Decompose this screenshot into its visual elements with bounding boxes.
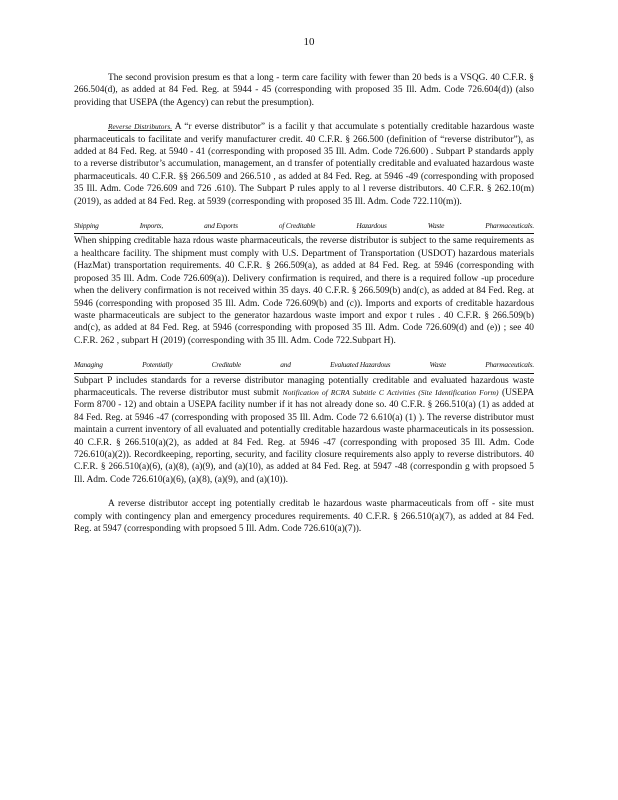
paragraph-contingency-plan: A reverse distributor accept ing potentially creditab le hazardous waste pharmaceuticals from off - site must comply with contingency plan and emergency procedures requirements. 40 C.F.R. § 266.510(a)(7), as added at 84 Fed. Reg. at 5947 (corresponding with propsoed 5 Ill. Adm. Code 726.610(a)(7)). xyxy=(74,499,534,534)
page-number: 10 xyxy=(303,36,315,48)
paragraph-managing-text-b: (USEPA Form 8700 - 12) and obtain a USEPA facility number if it has not already done so. 40 C.F.R. § 266.510(a) (1) as added at 84 Fed. Reg. at 5946 -47 (corresponding with proposed 35 Ill. Adm. Code 72 6.610(a) (1) ). The reverse distributor must maintain a current inventory of all evaluated and potentially creditable hazardous waste pharmaceuticals in its possession. 40 C.F.R. § 266.510(a)(2), as added at 84 Fed. Reg. at 5946 -47 (corresponding with proposed 35 Ill. Adm. Code 726.610(a)(2)). Recordkeeping, reporting, security, and facility closure requirements also apply to reverse distributors. 40 C.F.R. § 266.510(a)(6), (a)(8), (a)(9), and (a)(10), as added at 84 Fed. Reg. at 5947 -48 (correspondin g with propsoed 5 Ill. Adm. Code 726.610(a)(6), (a)(8), (a)(9), and (a)(10)). xyxy=(74,387,534,485)
heading-shipping-imports-exports xyxy=(74,220,534,234)
heading-word: and Exports xyxy=(204,221,238,231)
heading-managing-pharmaceuticals xyxy=(74,359,534,373)
heading-word: Hazardous xyxy=(356,221,387,231)
document-body xyxy=(74,72,534,535)
heading-word: Managing xyxy=(74,360,103,370)
heading-word: Imports, xyxy=(139,221,164,231)
heading-word: Creditable xyxy=(211,360,241,370)
paragraph-reverse-distributors-text: A “r everse distributor” is a facilit y that accumulate s potentially creditable hazardous waste pharmaceuticals to facilitate and verify manufacturer credit. 40 C.F.R. § 266.500 (definition of “reverse distributor”), as added at 84 Fed. Reg. at 5940 - 41 (corresponding with proposed 35 Ill. Adm. Code 726.600) . Subpart P standards apply to a reverse distributor’s accumulation, management, an d transfer of potentially creditable and evaluated hazardous waste pharmaceuticals. 40 C.F.R. §§ 266.509 and 266.510 , as added at 84 Fed. Reg. at 5946 -49 (corresponding with proposed 35 Ill. Adm. Code 726.609 and 726 .610). The Subpart P rules apply to al l reverse distributors. 40 C.F.R. § 262.10(m) (2019), as added at 84 Fed. Reg. at 5939 (corresponding with proposed 35 Ill. Adm. Code 722.110(m)). xyxy=(74,122,535,207)
heading-word: Potentially xyxy=(142,360,173,370)
heading-word: Pharmaceuticals. xyxy=(485,221,534,231)
paragraph-shipping: When shipping creditable haza rdous waste pharmaceuticals, the reverse distributor is subject to the same requirements as a healthcare facility. The shipment must comply with U.S. Department of Transportation (USDOT) hazardous materials (HazMat) transportation requirements. 40 C.F.R. § 266.509(a), as added at 84 Fed. Reg. at 5946 (corresponding with proposed 35 Ill. Adm. Code 726.609(a)). Delivery confirmation is required, and there is a required follow -up procedure when the delivery confirmation is not received within 35 days. 40 C.F.R. § 266.509(b) and(c), as added at 84 Fed. Reg. at 5946 (corresponding with proposed 35 Ill. Adm. Code 726.609(b) and (c)). Imports and exports of creditable hazardous waste pharmaceuticals are subject to the generator hazardous waste import and expor t rules . 40 C.F.R. § 266.509(b) and(c), as added at 84 Fed. Reg. at 5946 (corresponding with proposed 35 Ill. Adm. Code 726.609(d) and (e)) ; see 40 C.F.R. 262 , subpart H (2019) (corresponding with 35 Ill. Adm. Code 722.Subpart H). xyxy=(74,236,534,346)
heading-word: Pharmaceuticals. xyxy=(485,360,534,370)
heading-word: Waste xyxy=(427,221,445,231)
heading-word: and xyxy=(280,360,291,370)
paragraph-managing-text-a: Subpart P includes standards for a reverse distributor managing potentially creditable and evaluated hazardous waste pharmaceuticals. The reverse distributor must submit xyxy=(74,375,534,398)
paragraph-reverse-distributors xyxy=(74,121,534,208)
heading-reverse-distributors: Reverse Distributors. xyxy=(108,122,173,132)
paragraph-vsqg-presumption: The second provision presum es that a long - term care facility with fewer than 20 beds is a VSQG. 40 C.F.R. § 266.504(d), as added at 84 Fed. Reg. at 5944 - 45 (corresponding with proposed 35 Ill. Adm. Code 726.604(d)) (also providing that USEPA (the Agency) can rebut the presumption). xyxy=(74,73,534,108)
heading-word: of Creditable xyxy=(278,221,316,231)
notification-form-title: Notification of RCRA Subtitle C Activities (Site Identification Form) xyxy=(282,387,499,397)
heading-word: Shipping xyxy=(74,221,99,231)
paragraph-managing xyxy=(74,375,534,487)
heading-word: Evaluated Hazardous xyxy=(330,360,391,370)
heading-word: Waste xyxy=(429,360,446,370)
